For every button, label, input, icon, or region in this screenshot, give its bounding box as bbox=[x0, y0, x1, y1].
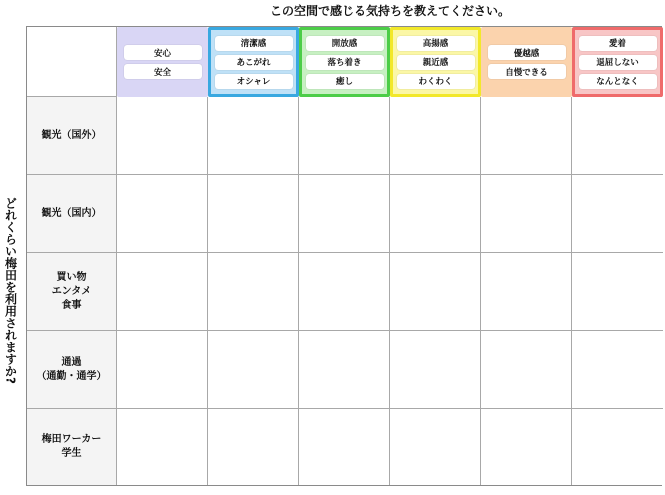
answer-cell[interactable] bbox=[572, 97, 663, 175]
feeling-option[interactable]: 開放感 bbox=[306, 36, 384, 51]
answer-cell[interactable] bbox=[208, 253, 299, 331]
answer-cell[interactable] bbox=[572, 175, 663, 253]
category-header-yuuetsu bbox=[481, 27, 572, 97]
answer-cell[interactable] bbox=[117, 175, 208, 253]
answer-cell[interactable] bbox=[481, 97, 572, 175]
answer-cell[interactable] bbox=[299, 409, 390, 485]
answer-cell[interactable] bbox=[390, 409, 481, 485]
row-label-passing-through: 通過 （通勤・通学） bbox=[27, 331, 117, 409]
feeling-option[interactable]: 退屈しない bbox=[579, 55, 657, 70]
feeling-option[interactable]: 親近感 bbox=[397, 55, 475, 70]
answer-cell[interactable] bbox=[481, 409, 572, 485]
feeling-option[interactable]: 安全 bbox=[124, 64, 202, 79]
row-label-tourism-domestic: 観光（国内） bbox=[27, 175, 117, 253]
category-header-aichaku bbox=[572, 27, 663, 97]
category-header-kouyou bbox=[390, 27, 481, 97]
answer-cell[interactable] bbox=[390, 97, 481, 175]
feeling-option[interactable]: 愛着 bbox=[579, 36, 657, 51]
answer-cell[interactable] bbox=[390, 253, 481, 331]
answer-cell[interactable] bbox=[481, 331, 572, 409]
answer-cell[interactable] bbox=[208, 409, 299, 485]
row-label-tourism-overseas: 観光（国外） bbox=[27, 97, 117, 175]
answer-cell[interactable] bbox=[572, 331, 663, 409]
answer-cell[interactable] bbox=[299, 175, 390, 253]
feeling-option[interactable]: 安心 bbox=[124, 45, 202, 60]
answer-cell[interactable] bbox=[208, 97, 299, 175]
feeling-option[interactable]: なんとなく bbox=[579, 74, 657, 89]
answer-cell[interactable] bbox=[117, 409, 208, 485]
feeling-option[interactable]: 清潔感 bbox=[215, 36, 293, 51]
feeling-option[interactable]: 優越感 bbox=[488, 45, 566, 60]
answer-cell[interactable] bbox=[117, 253, 208, 331]
answer-cell[interactable] bbox=[390, 175, 481, 253]
category-header-anshin bbox=[117, 27, 208, 97]
feeling-option[interactable]: あこがれ bbox=[215, 55, 293, 70]
feeling-option[interactable]: わくわく bbox=[397, 74, 475, 89]
answer-cell[interactable] bbox=[299, 253, 390, 331]
category-header-seiketsu bbox=[208, 27, 299, 97]
answer-cell[interactable] bbox=[572, 253, 663, 331]
feeling-option[interactable]: オシャレ bbox=[215, 74, 293, 89]
answer-cell[interactable] bbox=[481, 253, 572, 331]
row-label-worker-student: 梅田ワーカー 学生 bbox=[27, 409, 117, 485]
feeling-option[interactable]: 自慢できる bbox=[488, 64, 566, 79]
answer-cell[interactable] bbox=[117, 331, 208, 409]
top-question-title: この空間で感じる気持ちを教えてください。 bbox=[269, 4, 510, 18]
feeling-option[interactable]: 癒し bbox=[306, 74, 384, 89]
answer-cell[interactable] bbox=[208, 175, 299, 253]
feeling-option[interactable]: 高揚感 bbox=[397, 36, 475, 51]
corner-cell bbox=[27, 27, 117, 97]
answer-cell[interactable] bbox=[390, 331, 481, 409]
survey-grid bbox=[26, 26, 662, 486]
answer-cell[interactable] bbox=[299, 97, 390, 175]
feeling-option[interactable]: 落ち着き bbox=[306, 55, 384, 70]
row-label-shopping: 買い物 エンタメ 食事 bbox=[27, 253, 117, 331]
answer-cell[interactable] bbox=[481, 175, 572, 253]
answer-cell[interactable] bbox=[299, 331, 390, 409]
category-header-kaihou bbox=[299, 27, 390, 97]
side-question-title: どれくらい梅田を利用されますか? bbox=[3, 196, 18, 384]
answer-cell[interactable] bbox=[208, 331, 299, 409]
answer-cell[interactable] bbox=[117, 97, 208, 175]
answer-cell[interactable] bbox=[572, 409, 663, 485]
